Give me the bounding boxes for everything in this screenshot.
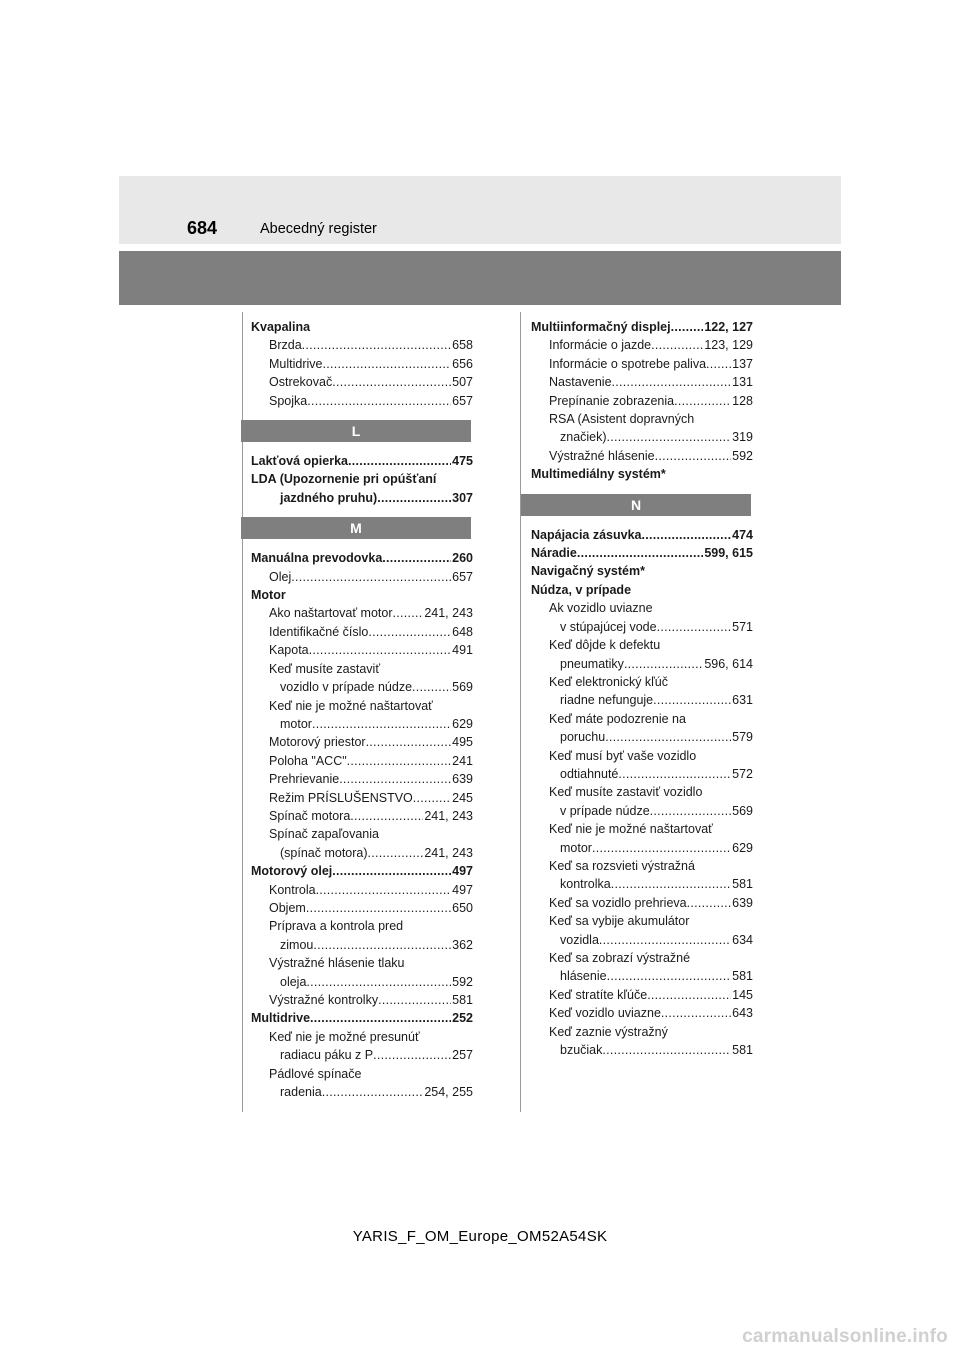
entry-label: Poloha "ACC" xyxy=(269,753,347,768)
index-entry xyxy=(251,917,473,935)
dot-leader xyxy=(382,549,451,567)
index-entry xyxy=(251,752,473,770)
entry-label: radenia xyxy=(280,1085,322,1100)
index-entry xyxy=(531,392,753,410)
entry-label: Spínač zapaľovania xyxy=(269,827,379,842)
entry-page-ref: 474 xyxy=(732,527,753,542)
entry-label: Multidrive xyxy=(269,356,323,371)
entry-label: Výstražné hlásenie tlaku xyxy=(269,956,405,971)
index-entry xyxy=(531,636,753,654)
entry-label: Keď máte podozrenie na xyxy=(549,711,686,726)
entry-label: Olej xyxy=(269,569,292,584)
index-entry xyxy=(251,697,473,715)
entry-label: Núdza, v prípade xyxy=(531,582,632,597)
index-entry xyxy=(251,1028,473,1046)
index-entry xyxy=(531,447,753,465)
dot-leader xyxy=(706,355,731,373)
entry-label: Keď sa rozsvieti výstražná xyxy=(549,858,695,873)
entry-page-ref: 643 xyxy=(732,1006,753,1021)
index-entry xyxy=(531,410,753,428)
dot-leader xyxy=(373,1046,451,1064)
index-entry xyxy=(531,465,753,483)
index-entry xyxy=(531,599,753,617)
entry-label: riadne nefunguje xyxy=(560,693,654,708)
index-entry xyxy=(251,1065,473,1083)
entry-page-ref: 658 xyxy=(452,338,473,353)
dot-leader xyxy=(366,733,452,751)
dot-leader xyxy=(674,392,731,410)
index-entry xyxy=(251,789,473,807)
index-entry xyxy=(251,825,473,843)
index-entry xyxy=(531,544,753,562)
entry-label: vozidlo v prípade núdze xyxy=(280,680,413,695)
dot-leader xyxy=(599,931,731,949)
entry-page-ref: 569 xyxy=(452,680,473,695)
index-entry xyxy=(531,967,753,985)
entry-label: LDA (Upozornenie pri opúšťaní xyxy=(251,472,437,487)
entry-label: poruchu xyxy=(560,730,606,745)
dot-leader xyxy=(611,875,731,893)
entry-page-ref: 362 xyxy=(452,937,473,952)
entry-label: Ako naštartovať motor xyxy=(269,606,393,621)
entry-page-ref: 497 xyxy=(452,882,473,897)
entry-label: Keď sa zobrazí výstražné xyxy=(549,951,691,965)
entry-page-ref: 634 xyxy=(732,932,753,947)
entry-page-ref: 571 xyxy=(732,619,753,634)
dot-leader xyxy=(347,752,451,770)
dot-leader xyxy=(348,452,451,470)
index-entry xyxy=(251,1009,473,1027)
entry-page-ref: 650 xyxy=(452,900,473,915)
entry-label: kontrolka xyxy=(560,877,611,892)
dot-leader xyxy=(339,770,451,788)
letter-heading-l: L xyxy=(241,420,471,442)
dot-leader xyxy=(306,973,451,991)
dot-leader xyxy=(307,392,451,410)
index-entry xyxy=(251,715,473,733)
index-column-right xyxy=(531,318,753,1059)
entry-page-ref: 145 xyxy=(732,987,753,1002)
dot-leader xyxy=(651,336,703,354)
index-entry xyxy=(251,1046,473,1064)
entry-page-ref: 592 xyxy=(732,448,753,463)
entry-label: Výstražné hlásenie xyxy=(549,448,655,463)
dot-leader xyxy=(624,655,703,673)
index-entry xyxy=(531,839,753,857)
entry-label: Prehrievanie xyxy=(269,772,340,787)
entry-label: Manuálna prevodovka xyxy=(251,551,383,566)
index-entry xyxy=(531,1004,753,1022)
entry-page-ref: 131 xyxy=(732,375,753,390)
dot-leader xyxy=(316,881,452,899)
entry-page-ref: 569 xyxy=(732,803,753,818)
entry-page-ref: 572 xyxy=(732,766,753,781)
entry-page-ref: 596, 614 xyxy=(704,656,753,671)
entry-page-ref: 657 xyxy=(452,569,473,584)
entry-label: Keď zaznie výstražný xyxy=(549,1024,668,1039)
index-entry xyxy=(531,336,753,354)
index-entry xyxy=(531,931,753,949)
entry-page-ref: 581 xyxy=(452,993,473,1007)
index-entry xyxy=(531,655,753,673)
entry-page-ref: 241, 243 xyxy=(424,808,473,823)
index-entry xyxy=(251,991,473,1009)
dot-leader xyxy=(687,894,732,912)
entry-page-ref: 648 xyxy=(452,624,473,639)
index-entry xyxy=(531,765,753,783)
entry-label: Keď nie je možné presunúť xyxy=(269,1029,420,1044)
entry-page-ref: 123, 129 xyxy=(704,338,753,353)
document-id: YARIS_F_OM_Europe_OM52A54SK xyxy=(352,1228,608,1245)
letter-heading-m: M xyxy=(241,517,471,539)
entry-label: odtiahnuté xyxy=(560,766,619,781)
dot-leader xyxy=(618,765,731,783)
entry-label: Nastavenie xyxy=(549,375,612,390)
index-entry xyxy=(531,949,753,967)
index-entry xyxy=(531,802,753,820)
dot-leader xyxy=(650,802,731,820)
entry-label: hlásenie xyxy=(560,969,607,984)
index-entry xyxy=(531,747,753,765)
entry-page-ref: 137 xyxy=(732,356,753,371)
dot-leader xyxy=(661,1004,731,1022)
entry-label: Spojka xyxy=(269,393,308,408)
entry-page-ref: 497 xyxy=(452,864,473,879)
entry-label: Kontrola xyxy=(269,882,316,897)
index-entry xyxy=(251,549,473,567)
dot-leader xyxy=(322,1083,424,1101)
index-entry xyxy=(251,770,473,788)
dot-leader xyxy=(413,789,451,807)
entry-label: pneumatiky xyxy=(560,656,624,671)
entry-label: Keď musí byť vaše vozidlo xyxy=(549,748,697,763)
index-entry xyxy=(251,660,473,678)
dot-leader xyxy=(607,428,732,446)
entry-page-ref: 639 xyxy=(452,772,473,787)
index-entry xyxy=(251,881,473,899)
entry-label: Navigačný systém* xyxy=(531,564,645,579)
index-entry xyxy=(251,452,473,470)
dot-leader xyxy=(302,336,451,354)
dot-leader xyxy=(378,991,451,1009)
entry-page-ref: 319 xyxy=(732,430,753,445)
entry-label: Keď dôjde k defektu xyxy=(549,638,661,653)
index-entry xyxy=(251,641,473,659)
header-dark-band xyxy=(119,251,841,305)
dot-leader xyxy=(309,641,452,659)
entry-page-ref: 656 xyxy=(452,356,473,371)
entry-label: Kvapalina xyxy=(251,320,311,334)
entry-label: Keď sa vozidlo prehrieva xyxy=(549,895,687,910)
entry-page-ref: 495 xyxy=(452,735,473,750)
dot-leader xyxy=(332,373,451,391)
index-entry xyxy=(251,604,473,622)
entry-label: Režim PRÍSLUŠENSTVO xyxy=(269,790,413,805)
index-entry xyxy=(531,618,753,636)
entry-label: Výstražné kontrolky xyxy=(269,993,379,1007)
dot-leader xyxy=(323,355,452,373)
entry-page-ref: 579 xyxy=(732,730,753,745)
entry-page-ref: 241 xyxy=(452,753,473,768)
entry-label: Keď sa vybije akumulátor xyxy=(549,914,690,929)
dot-leader xyxy=(332,862,451,880)
index-entry xyxy=(251,355,473,373)
dot-leader xyxy=(642,526,732,544)
entry-label: Motorový priestor xyxy=(269,735,366,750)
entry-label: motor xyxy=(280,716,312,731)
dot-leader xyxy=(671,318,704,336)
index-entry xyxy=(251,899,473,917)
entry-label: Multiinformačný displej xyxy=(531,320,671,334)
index-entry xyxy=(251,489,473,507)
entry-label: jazdného pruhu) xyxy=(280,490,378,505)
dot-leader xyxy=(592,839,731,857)
index-entry xyxy=(251,470,473,488)
dot-leader xyxy=(368,623,451,641)
entry-page-ref: 122, 127 xyxy=(704,320,753,334)
index-entry xyxy=(251,862,473,880)
entry-page-ref: 581 xyxy=(732,877,753,892)
entry-page-ref: 629 xyxy=(732,840,753,855)
index-entry xyxy=(251,336,473,354)
letter-heading-n: N xyxy=(521,494,751,516)
watermark: carmanualsonline.info xyxy=(742,1326,948,1347)
entry-page-ref: 475 xyxy=(452,454,473,469)
entry-label: v stúpajúcej vode xyxy=(560,619,657,634)
page-number: 684 xyxy=(187,218,218,238)
index-entry xyxy=(251,973,473,991)
entry-label: Informácie o spotrebe paliva xyxy=(549,356,707,371)
entry-page-ref: 128 xyxy=(732,393,753,408)
index-entry xyxy=(251,623,473,641)
index-entry xyxy=(251,392,473,410)
index-entry xyxy=(251,568,473,586)
entry-page-ref: 507 xyxy=(452,375,473,390)
entry-label: značiek) xyxy=(560,430,607,445)
header-band xyxy=(119,176,841,244)
entry-label: Ostrekovač xyxy=(269,375,333,390)
entry-label: Keď vozidlo uviazne xyxy=(549,1006,661,1021)
entry-label: Pádlové spínače xyxy=(269,1066,362,1081)
index-entry xyxy=(251,733,473,751)
dot-leader xyxy=(655,447,732,465)
index-entry xyxy=(251,807,473,825)
entry-label: Multidrive xyxy=(251,1011,311,1026)
entry-page-ref: 254, 255 xyxy=(424,1085,473,1100)
dot-leader xyxy=(605,728,731,746)
index-entry xyxy=(531,875,753,893)
index-entry xyxy=(531,581,753,599)
entry-label: Keď elektronický kľúč xyxy=(549,674,669,689)
entry-label: Príprava a kontrola pred xyxy=(269,919,404,934)
right-column-rule xyxy=(520,312,521,1112)
entry-page-ref: 307 xyxy=(452,490,473,505)
entry-label: Keď musíte zastaviť vozidlo xyxy=(549,785,703,800)
entry-page-ref: 241, 243 xyxy=(424,606,473,621)
entry-page-ref: 581 xyxy=(732,969,753,984)
index-entry xyxy=(251,844,473,862)
index-entry xyxy=(531,912,753,930)
index-entry xyxy=(251,586,473,604)
dot-leader xyxy=(612,373,732,391)
index-entry xyxy=(531,373,753,391)
index-entry xyxy=(251,1083,473,1101)
entry-page-ref: 657 xyxy=(452,393,473,408)
index-entry xyxy=(251,678,473,696)
entry-label: Motorový olej xyxy=(251,864,333,879)
entry-page-ref: 245 xyxy=(452,790,473,805)
entry-page-ref: 631 xyxy=(732,693,753,708)
entry-label: Keď stratíte kľúče xyxy=(549,987,648,1002)
entry-label: Keď musíte zastaviť xyxy=(269,661,381,676)
entry-label: Informácie o jazde xyxy=(549,338,652,353)
dot-leader xyxy=(377,489,451,507)
dot-leader xyxy=(602,1041,731,1059)
section-title: Abecedný register xyxy=(260,221,377,237)
dot-leader xyxy=(306,899,451,917)
entry-page-ref: 592 xyxy=(452,974,473,989)
entry-label: Identifikačné číslo xyxy=(269,624,369,639)
index-entry xyxy=(531,355,753,373)
entry-label: Prepínanie zobrazenia xyxy=(549,393,675,408)
index-entry xyxy=(531,1023,753,1041)
index-entry xyxy=(531,318,753,336)
entry-label: Keď nie je možné naštartovať xyxy=(269,698,433,713)
entry-label: bzučiak xyxy=(560,1043,603,1058)
entry-label: zimou xyxy=(280,937,314,952)
index-entry xyxy=(531,691,753,709)
entry-page-ref: 491 xyxy=(452,643,473,658)
index-entry xyxy=(531,820,753,838)
entry-label: Kapota xyxy=(269,643,309,658)
dot-leader xyxy=(657,618,732,636)
entry-label: Motor xyxy=(251,588,286,603)
dot-leader xyxy=(368,844,424,862)
entry-page-ref: 260 xyxy=(452,551,473,566)
dot-leader xyxy=(607,967,732,985)
entry-label: Lakťová opierka xyxy=(251,454,349,469)
index-entry xyxy=(531,1041,753,1059)
index-entry xyxy=(531,673,753,691)
index-entry xyxy=(531,857,753,875)
entry-label: Keď nie je možné naštartovať xyxy=(549,822,713,837)
entry-label: v prípade núdze xyxy=(560,803,650,818)
entry-label: Brzda xyxy=(269,338,302,353)
entry-label: Multimediálny systém* xyxy=(531,467,666,482)
dot-leader xyxy=(350,807,423,825)
entry-label: vozidla xyxy=(560,932,599,947)
entry-page-ref: 252 xyxy=(452,1011,473,1026)
entry-label: Napájacia zásuvka xyxy=(531,527,642,542)
entry-page-ref: 599, 615 xyxy=(704,546,753,561)
entry-label: oleja xyxy=(280,974,307,989)
index-entry xyxy=(531,986,753,1004)
index-entry xyxy=(531,728,753,746)
index-entry xyxy=(531,783,753,801)
entry-page-ref: 241, 243 xyxy=(424,845,473,860)
dot-leader xyxy=(653,691,731,709)
entry-label: RSA (Asistent dopravných xyxy=(549,412,695,427)
entry-label: Objem xyxy=(269,900,306,915)
dot-leader xyxy=(647,986,731,1004)
index-entry xyxy=(531,428,753,446)
dot-leader xyxy=(313,936,451,954)
entry-label: Spínač motora xyxy=(269,808,351,823)
entry-label: motor xyxy=(560,840,592,855)
dot-leader xyxy=(310,1009,451,1027)
entry-page-ref: 639 xyxy=(732,895,753,910)
index-entry xyxy=(251,954,473,972)
entry-label: Náradie xyxy=(531,546,577,561)
dot-leader xyxy=(291,568,451,586)
index-entry xyxy=(531,710,753,728)
dot-leader xyxy=(412,678,451,696)
dot-leader xyxy=(577,544,703,562)
entry-page-ref: 629 xyxy=(452,716,473,731)
index-entry xyxy=(531,894,753,912)
index-entry xyxy=(251,373,473,391)
entry-page-ref: 581 xyxy=(732,1043,753,1058)
dot-leader xyxy=(393,604,424,622)
entry-label: Ak vozidlo uviazne xyxy=(549,601,653,616)
index-entry xyxy=(531,526,753,544)
dot-leader xyxy=(312,715,451,733)
entry-page-ref: 257 xyxy=(452,1048,473,1063)
index-entry xyxy=(251,936,473,954)
entry-label: radiacu páku z P xyxy=(280,1048,374,1063)
index-column-left xyxy=(251,318,473,1101)
index-entry xyxy=(531,562,753,580)
index-entry xyxy=(251,318,473,336)
entry-label: (spínač motora) xyxy=(280,845,368,860)
